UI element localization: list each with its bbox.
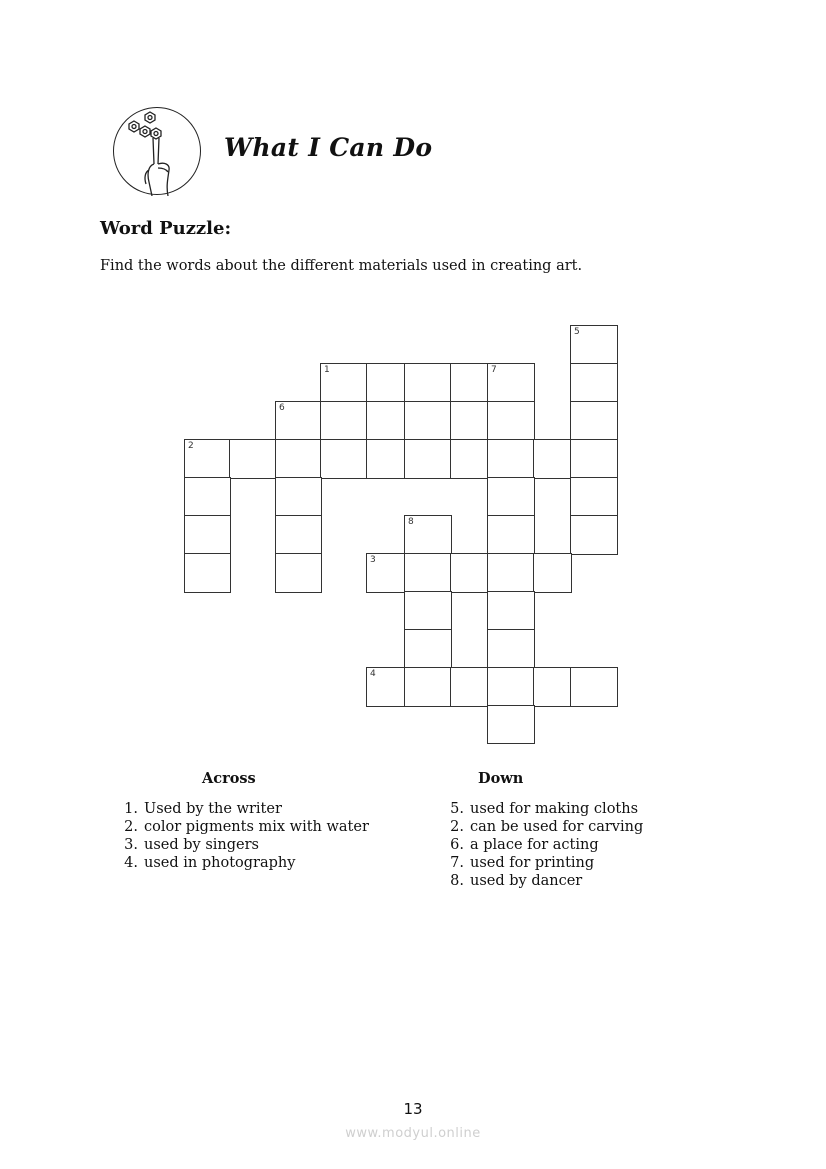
crossword-cell[interactable] xyxy=(275,553,322,593)
crossword-cell[interactable] xyxy=(450,363,489,403)
crossword-cell[interactable] xyxy=(570,363,618,403)
crossword-cell[interactable] xyxy=(184,439,231,479)
list-item: 2. can be used for carving xyxy=(450,819,644,835)
section-heading: Word Puzzle: xyxy=(100,218,232,239)
crossword-cell[interactable] xyxy=(366,667,406,707)
crossword-cell[interactable] xyxy=(533,667,572,707)
list-item: 4. used in photography xyxy=(124,855,296,871)
crossword-cell[interactable] xyxy=(487,363,535,403)
crossword-cell[interactable] xyxy=(275,515,322,555)
hand-with-gears-icon xyxy=(113,107,201,195)
crossword-cell[interactable] xyxy=(404,515,452,555)
crossword-cell[interactable] xyxy=(184,553,231,593)
crossword-cell[interactable] xyxy=(229,439,276,479)
watermark: www.modyul.online xyxy=(345,1126,481,1141)
crossword-cell[interactable] xyxy=(184,477,231,517)
crossword-cell[interactable] xyxy=(404,667,452,707)
crossword-cell[interactable] xyxy=(404,363,452,403)
clue-number-label: 7 xyxy=(491,365,497,375)
crossword-cell[interactable] xyxy=(184,515,231,555)
clue-number-label: 6 xyxy=(279,403,285,413)
instruction-text: Find the words about the different materials used in creating art. xyxy=(100,258,583,274)
clue-number-label: 5 xyxy=(574,327,580,337)
list-item: 1. Used by the writer xyxy=(124,801,282,817)
crossword-cell[interactable] xyxy=(487,591,535,631)
list-item: 6. a place for acting xyxy=(450,837,599,853)
clue-number-label: 4 xyxy=(370,669,376,679)
across-heading: Across xyxy=(202,770,256,787)
crossword-cell[interactable] xyxy=(570,477,618,517)
down-clue-list xyxy=(440,800,643,890)
crossword-cell[interactable] xyxy=(487,629,535,669)
crossword-cell[interactable] xyxy=(487,553,535,593)
list-item: 8. used by dancer xyxy=(450,873,583,889)
crossword-cell[interactable] xyxy=(275,401,322,441)
clue-number-label: 2 xyxy=(188,441,194,451)
crossword-cell[interactable] xyxy=(450,667,489,707)
list-item: 2. color pigments mix with water xyxy=(124,819,369,835)
list-item: 3. used by singers xyxy=(124,837,259,853)
crossword-cell[interactable] xyxy=(533,439,572,479)
down-heading: Down xyxy=(478,770,524,787)
crossword-cell[interactable] xyxy=(487,477,535,517)
across-clue-list xyxy=(114,800,369,872)
list-item: 7. used for printing xyxy=(450,855,595,871)
crossword-cell[interactable] xyxy=(275,477,322,517)
crossword-cell[interactable] xyxy=(570,515,618,555)
crossword-cell[interactable] xyxy=(320,363,368,403)
page-number: 13 xyxy=(403,1100,423,1118)
crossword-cell[interactable] xyxy=(366,439,406,479)
crossword-cell[interactable] xyxy=(487,439,535,479)
crossword-cell[interactable] xyxy=(404,629,452,669)
clue-number-label: 3 xyxy=(370,555,376,565)
crossword-cell[interactable] xyxy=(487,401,535,441)
crossword-cell[interactable] xyxy=(487,515,535,555)
crossword-cell[interactable] xyxy=(450,401,489,441)
crossword-cell[interactable] xyxy=(450,553,489,593)
crossword-cell[interactable] xyxy=(404,401,452,441)
crossword-cell[interactable] xyxy=(570,439,618,479)
list-item: 5. used for making cloths xyxy=(450,801,639,817)
crossword-cell[interactable] xyxy=(570,325,618,365)
crossword-cell[interactable] xyxy=(487,705,535,744)
crossword-cell[interactable] xyxy=(320,401,368,441)
crossword-cell[interactable] xyxy=(570,667,618,707)
crossword-cell[interactable] xyxy=(533,553,572,593)
crossword-cell[interactable] xyxy=(275,439,322,479)
crossword-cell[interactable] xyxy=(366,363,406,403)
crossword-cell[interactable] xyxy=(570,401,618,441)
page-title: What I Can Do xyxy=(224,133,433,162)
crossword-cell[interactable] xyxy=(404,553,452,593)
crossword-cell[interactable] xyxy=(366,401,406,441)
crossword-cell[interactable] xyxy=(450,439,489,479)
clue-number-label: 8 xyxy=(408,517,414,527)
crossword-cell[interactable] xyxy=(404,591,452,631)
crossword-cell[interactable] xyxy=(366,553,406,593)
clue-number-label: 1 xyxy=(324,365,330,375)
crossword-cell[interactable] xyxy=(404,439,452,479)
crossword-cell[interactable] xyxy=(487,667,535,707)
crossword-cell[interactable] xyxy=(320,439,368,479)
